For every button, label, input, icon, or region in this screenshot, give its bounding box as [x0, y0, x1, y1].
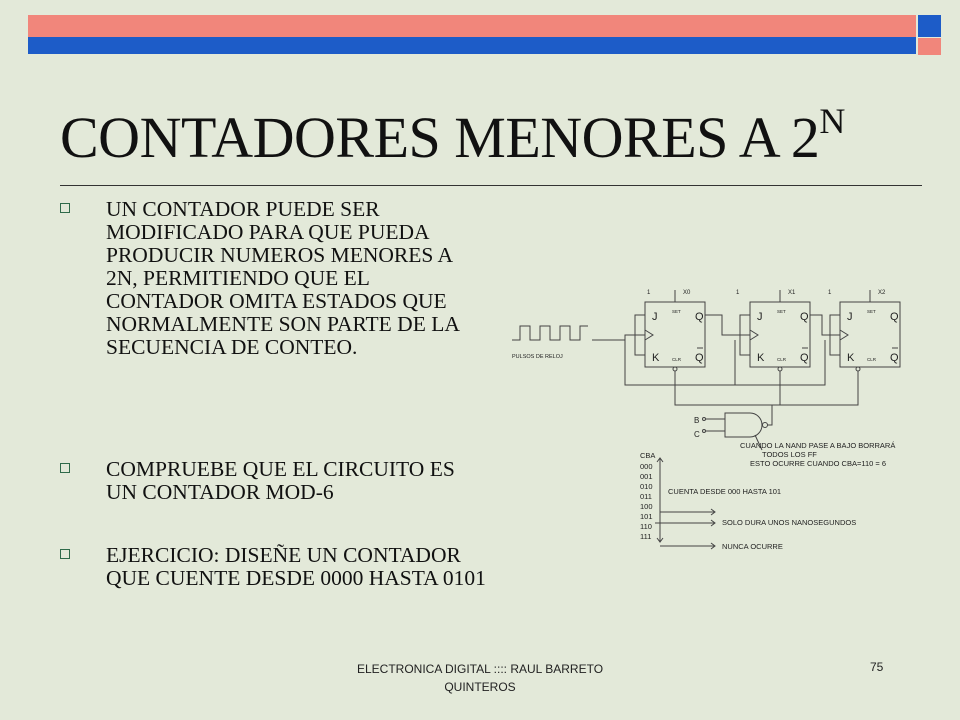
gate-note-line: TODOS LOS FF [762, 450, 817, 459]
pin-set: SET [777, 309, 786, 314]
gate-note-line: CUANDO LA NAND PASE A BAJO BORRARÁ [740, 441, 896, 450]
sequence-item: 111 [640, 532, 652, 541]
vcc-mark: 1 [647, 290, 651, 296]
pin-q: Q [695, 311, 704, 323]
pin-q: Q [890, 311, 899, 323]
sequence-item: 001 [640, 472, 653, 481]
ff-label-x2: X2 [878, 290, 886, 296]
pin-j: J [847, 311, 853, 323]
sequence-item: 000 [640, 462, 653, 471]
title-divider [60, 185, 922, 186]
pin-q: Q [800, 311, 809, 323]
pin-k: K [652, 352, 660, 364]
page-number: 75 [870, 660, 884, 674]
gate-input-c: C [694, 430, 700, 439]
pin-qbar: Q [800, 352, 809, 364]
ff-label-x0: X0 [683, 290, 691, 296]
header-bar-blue [28, 37, 916, 54]
clock-waveform [512, 326, 588, 340]
slide-footer [320, 660, 640, 696]
slide-title-superscript: N [819, 101, 845, 141]
pin-qbar: Q [695, 352, 704, 364]
bullet-square-icon [60, 203, 70, 213]
note-short: SOLO DURA UNOS NANOSEGUNDOS [722, 518, 857, 527]
sequence-item: 010 [640, 482, 653, 491]
pin-j: J [652, 311, 658, 323]
clock-label: PULSOS DE RELOJ [512, 354, 563, 360]
footer-line: ELECTRONICA DIGITAL :::: RAUL BARRETO [356, 662, 604, 676]
pin-clr: CLR [777, 357, 787, 362]
nand-gate-icon [725, 413, 762, 437]
footer-line: QUINTEROS [444, 680, 516, 694]
header-bar-red [28, 15, 916, 37]
pin-set: SET [672, 309, 681, 314]
note-never: NUNCA OCURRE [722, 542, 783, 551]
corner-square-blue [918, 15, 941, 37]
corner-square-red [918, 38, 941, 55]
vcc-mark: 1 [828, 290, 832, 296]
gate-note-line: ESTO OCURRE CUANDO CBA=110 = 6 [750, 459, 887, 468]
bullet-square-icon [60, 549, 70, 559]
bullet-text: EJERCICIO: DISEÑE UN CONTADOR QUE CUENTE DESDE 0000 HASTA 0101 [106, 543, 486, 590]
bullet-text: COMPRUEBE QUE EL CIRCUITO ES UN CONTADOR MOD-6 [106, 457, 455, 504]
pin-k: K [757, 352, 765, 364]
sequence-header: CBA [640, 451, 656, 460]
sequence-item: 101 [640, 512, 653, 521]
slide-title-main: CONTADORES MENORES A 2 [60, 105, 820, 170]
pin-clr: CLR [867, 357, 877, 362]
sequence-item: 110 [640, 522, 652, 531]
counter-circuit-diagram [500, 280, 940, 570]
sequence-item: 011 [640, 492, 652, 501]
pin-k: K [847, 352, 855, 364]
bullet-square-icon [60, 463, 70, 473]
vcc-mark: 1 [736, 290, 740, 296]
pin-set: SET [867, 309, 876, 314]
ff-label-x1: X1 [788, 290, 796, 296]
sequence-item: 100 [640, 502, 653, 511]
bullet-text: UN CONTADOR PUEDE SER MODIFICADO PARA QUE PUEDA PRODUCIR NUMEROS MENORES A 2N, PERMITIENDO QUE EL CONTADOR OMITA ESTADOS QUE NORMALMENTE SON PARTE DE LA SECUENCIA DE CONTEO. [106, 197, 459, 359]
pin-j: J [757, 311, 763, 323]
gate-input-b: B [694, 416, 700, 425]
pin-clr: CLR [672, 357, 682, 362]
note-count: CUENTA DESDE 000 HASTA 101 [668, 487, 782, 496]
slide-title [60, 101, 845, 171]
pin-qbar: Q [890, 352, 899, 364]
